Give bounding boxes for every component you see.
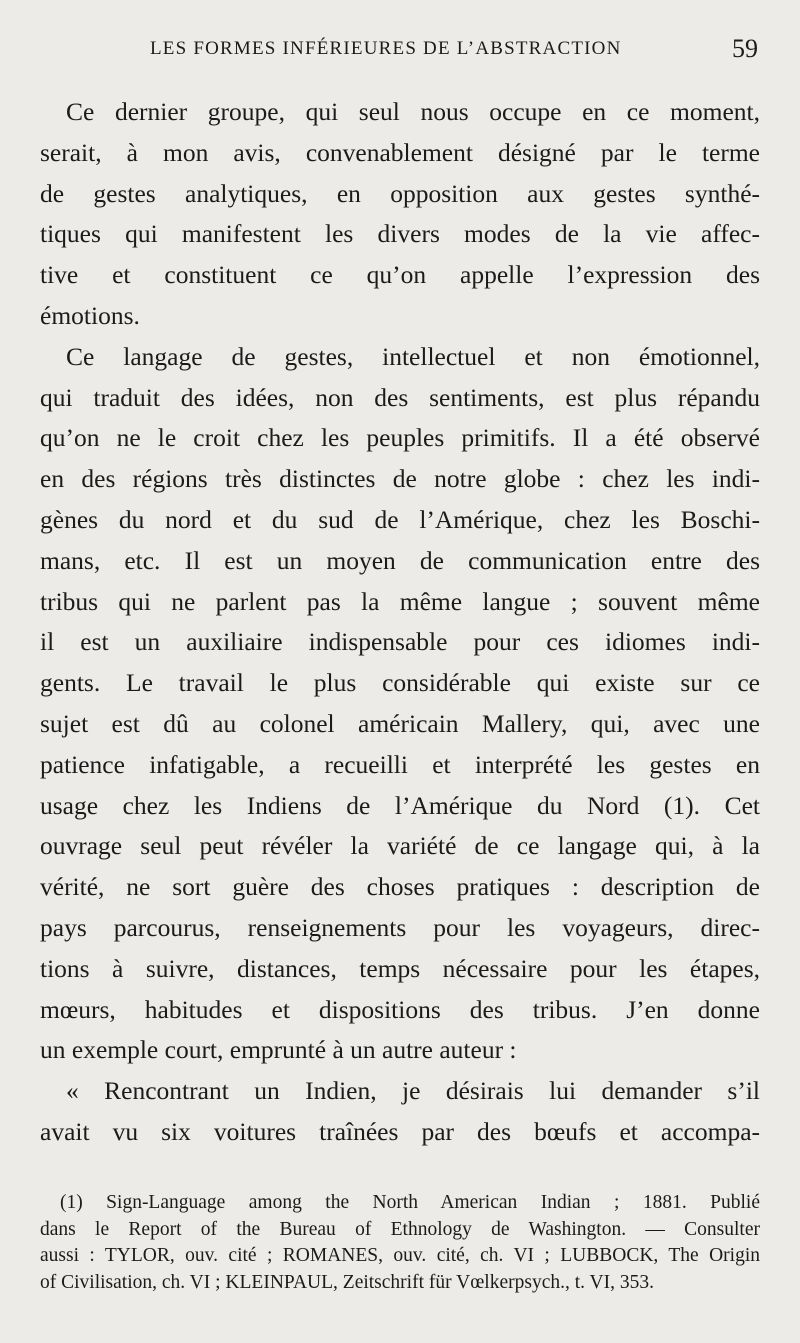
text-line: en des régions très distinctes de notre globe : chez les indi- <box>40 464 760 494</box>
body-text <box>40 92 760 1153</box>
text-line: ouvrage seul peut révéler la variété de ce langage qui, à la <box>40 831 760 861</box>
text-line: mans, etc. Il est un moyen de communication entre des <box>40 545 760 575</box>
running-head: LES FORMES INFÉRIEURES DE L’ABSTRACTION <box>150 38 622 59</box>
text-line: sujet est dû au colonel américain Mallery, qui, avec une <box>40 708 760 738</box>
footnote-line: aussi : TYLOR, ouv. cité ; ROMANES, ouv. cité, ch. VI ; LUBBOCK, The Origin <box>40 1245 760 1266</box>
text-line: gènes du nord et du sud de l’Amérique, chez les Boschi- <box>40 504 760 534</box>
text-line: tions à suivre, distances, temps nécessaire pour les étapes, <box>40 953 760 983</box>
footnote-line: of Civilisation, ch. VI ; KLEINPAUL, Zeitschrift für Vœlkerpsych., t. VI, 353. <box>40 1271 655 1293</box>
text-line: qu’on ne le croit chez les peuples primitifs. Il a été observé <box>40 423 760 453</box>
text-line: pays parcourus, renseignements pour les voyageurs, direc- <box>40 912 760 942</box>
text-line: qui traduit des idées, non des sentiments, est plus répandu <box>40 382 760 412</box>
text-line: de gestes analytiques, en opposition aux gestes synthé- <box>40 178 760 208</box>
text-line: émotions. <box>40 300 140 330</box>
text-line: tribus qui ne parlent pas la même langue ; souvent même <box>40 586 760 616</box>
page-number: 59 <box>732 34 758 63</box>
text-line: patience infatigable, a recueilli et interprété les gestes en <box>40 749 760 779</box>
text-line: Ce langage de gestes, intellectuel et non émotionnel, <box>66 341 760 371</box>
footnotes <box>40 1190 760 1296</box>
text-line: tiques qui manifestent les divers modes de la vie affec- <box>40 219 760 249</box>
text-line: Ce dernier groupe, qui seul nous occupe en ce moment, <box>66 97 760 126</box>
text-line: il est un auxiliaire indispensable pour ces idiomes indi- <box>40 627 760 657</box>
page-header <box>0 34 800 70</box>
text-line: vérité, ne sort guère des choses pratiques : description de <box>40 872 760 902</box>
footnote-line: dans le Report of the Bureau of Ethnology de Washington. — Consulter <box>40 1218 760 1240</box>
text-line: avait vu six voitures traînées par des bœufs et accompa- <box>40 1116 760 1146</box>
text-line: un exemple court, emprunté à un autre auteur : <box>40 1035 517 1065</box>
text-line: tive et constituent ce qu’on appelle l’expression des <box>40 260 760 290</box>
text-line: usage chez les Indiens de l’Amérique du Nord (1). Cet <box>40 790 760 820</box>
text-line: mœurs, habitudes et dispositions des tribus. J’en donne <box>40 994 760 1024</box>
footnote-line: (1) Sign-Language among the North American Indian ; 1881. Publié <box>60 1192 760 1213</box>
text-line: « Rencontrant un Indien, je désirais lui demander s’il <box>66 1076 760 1106</box>
text-line: gents. Le travail le plus considérable qui existe sur ce <box>40 668 760 698</box>
text-line: serait, à mon avis, convenablement désigné par le terme <box>40 137 760 167</box>
